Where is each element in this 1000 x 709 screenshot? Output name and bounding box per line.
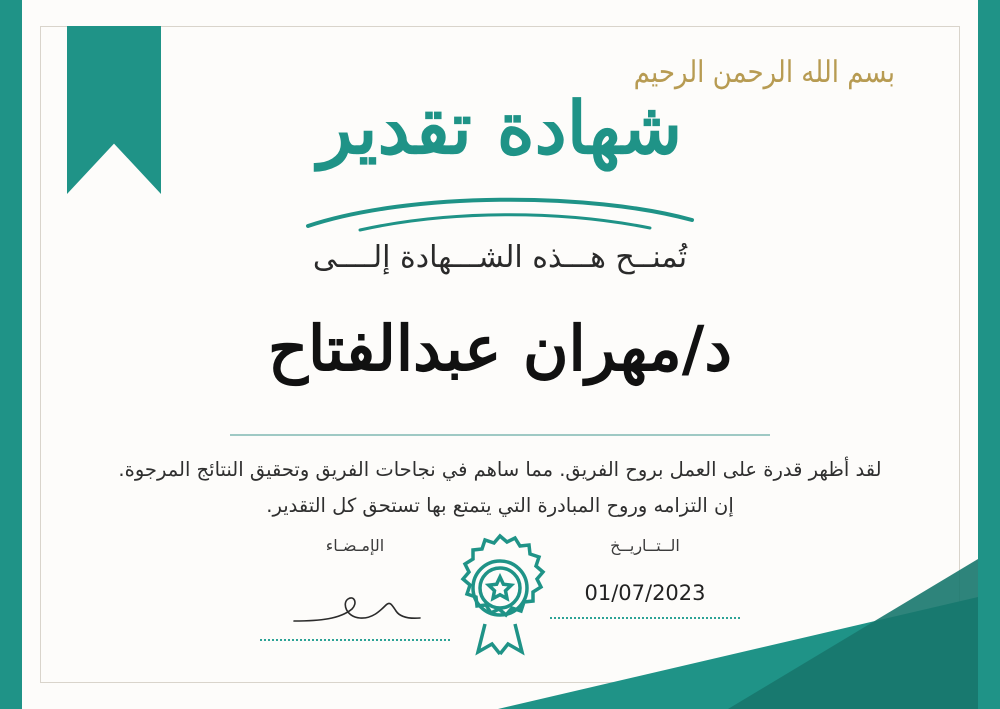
name-divider [230, 434, 770, 436]
body-text: لقد أظهر قدرة على العمل بروح الفريق. مما ساهم في نجاحات الفريق وتحقيق النتائج المرجوة. إن التزامه وروح المبادرة التي يتمتع بها تستحق كل التقدير. [118, 458, 882, 518]
date-value: 01/07/2023 [584, 581, 706, 605]
certificate-title: شهادة تقدير [317, 85, 683, 170]
date-dotted-line [550, 617, 740, 619]
basmala-text: بسم الله الرحمن الرحيم [633, 55, 895, 91]
signature-block [240, 536, 470, 641]
date-block [530, 536, 760, 619]
recipient-name: د/مهران عبدالفتاح [268, 312, 732, 385]
date-label: الــتــاريــخ [610, 536, 680, 555]
certificate-footer [0, 536, 1000, 656]
signature-dotted-line [260, 639, 450, 641]
awarded-to-label: تُمنــح هـــذه الشـــهادة إلــــى [312, 240, 688, 275]
signature-mark-icon [240, 581, 470, 627]
title-swash-icon [0, 186, 1000, 232]
signature-label: الإمـضـاء [325, 536, 385, 555]
